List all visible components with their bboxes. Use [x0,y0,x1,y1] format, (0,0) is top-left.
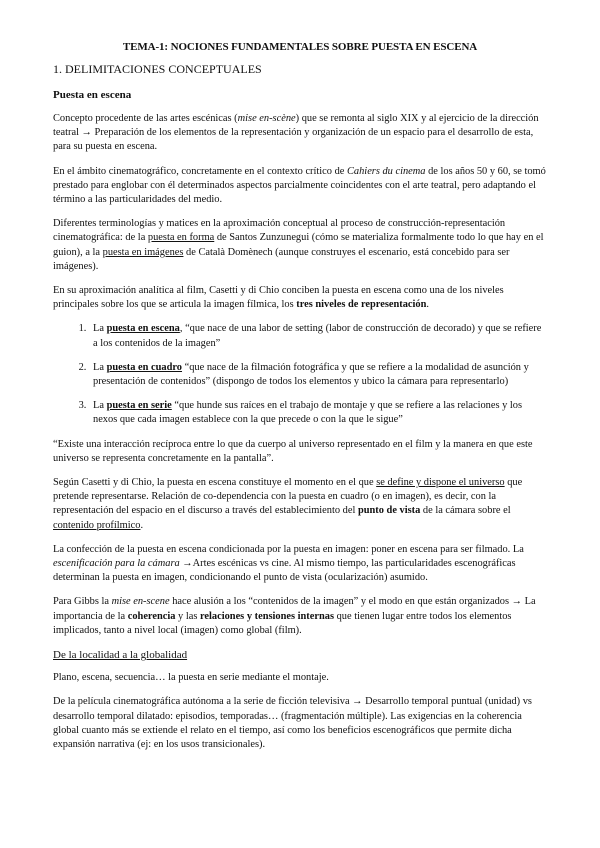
paragraph-serie-televisiva: De la película cinematográfica autónoma a la serie de ficción televisiva → Desarrollo temporal puntual (unidad) vs desarrollo temporal dilatado: episodios, temporadas… (fragmentación múltiple). Las exigencias en la coherencia global cuanto más se extiende el relato en el tiempo, así como los beneficios escenográficos que permite dicha expansión narrativa (ej: en los usos transicionales). [53,696,532,750]
levels-list [53,322,547,427]
section-heading: 1. DELIMITACIONES CONCEPTUALES [53,62,262,76]
paragraph-mise-en-scene-origin: Concepto procedente de las artes escénicas (mise en-scène) que se remonta al siglo XIX y al ejercicio de la dirección teatral → Preparación de los elementos de la representación y organización de un espacio para el desarrollo de esta, para su puesta en escena. [53,113,539,153]
paragraph-casetti-levels: En su aproximación analítica al film, Casetti y di Chio conciben la puesta en escena como una de los niveles principales sobre los que se articula la imagen fílmica, los tres niveles de representación. [53,285,504,311]
page-title: TEMA-1: NOCIONES FUNDAMENTALES SOBRE PUESTA EN ESCENA [122,41,478,53]
list-item: 3. La puesta en serie “que hunde sus raíces en el trabajo de montaje y que se refiere a las relaciones y los nexos que cada imagen establece con la que precede o con la que le sigue” [89,399,547,427]
paragraph-confeccion: La confección de la puesta en escena condicionada por la puesta en imagen: poner en escena para ser filmado. La escenificación para la cámara →Artes escénicas vs cine. Al mismo tiempo, las particularidades escenográficas determinan la puesta en imagen, condicionando el punto de vista (ocularización) asumido. [53,543,524,584]
paragraph-terminologies: Diferentes terminologías y matices en la aproximación conceptual al proceso de construcción-representación cinematográfica: de la puesta en forma de Santos Zunzunegui (cómo se materializa formalmente todo lo que hay en el guion), a la puesta en imágenes de Català Domènech (aunque construyes el escenario, está concebido para ser imágenes). [53,218,544,272]
paragraph-plano: Plano, escena, secuencia… la puesta en serie mediante el montaje. [53,672,329,684]
document-page [53,40,547,762]
subsection-heading: Puesta en escena [53,89,132,101]
paragraph-casetti-universe: Según Casetti y di Chio, la puesta en escena constituye el momento en el que se define y dispone el universo que pretende representarse. Relación de co-dependencia con la puesta en cuadro (o en imagen), es decir, con la representación del espacio en el discurso a través del establecimiento del punto de vista de la cámara sobre el contenido profílmico. [53,477,523,531]
paragraph-quote: “Existe una interacción recíproca entre lo que da cuerpo al universo representado en el film y la manera en que este universo se representa concretamente en la pantalla”. [53,438,533,464]
list-item: 2. La puesta en cuadro “que nace de la filmación fotográfica y que se refiere a la modalidad de asunción y presentación de contenidos” (dispongo de todos los elementos y ubico la cámara para representarlo) [89,361,547,389]
list-item: 1. La puesta en escena, “que nace de una labor de setting (labor de construcción de decorado) y que se refiere a los contenidos de la imagen” [89,322,547,350]
paragraph-cahiers: En el ámbito cinematográfico, concretamente en el contexto crítico de Cahiers du cinema de los años 50 y 60, se tomó prestado para englobar con él determinados aspectos parcialmente coincidentes con el arte teatral, pero adaptando el término a las particularidades del medio. [53,165,546,206]
paragraph-gibbs: Para Gibbs la mise en-scene hace alusión a los “contenidos de la imagen” y el modo en que están organizados → La importancia de la coherencia y las relaciones y tensiones internas que tienen lugar entre todos los elementos implicados, tanto a nivel local (imagen) como global (film). [53,596,536,636]
localidad-heading: De la localidad a la globalidad [53,649,188,662]
